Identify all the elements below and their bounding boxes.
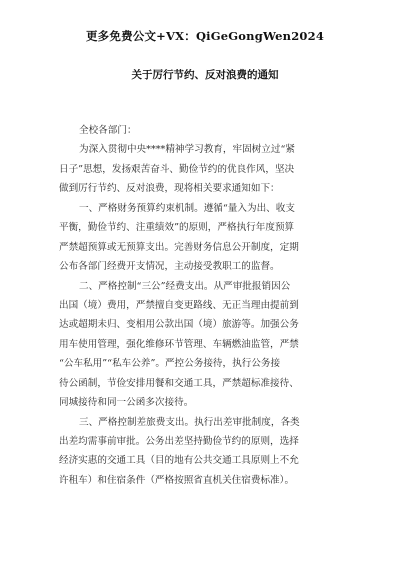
header-watermark-text: 更多免费公文+VX：QiGeGongWen2024 (85, 29, 325, 43)
paragraph-line: 严禁超预算或无预算支出。完善财务信息公开制度，定期 (59, 241, 299, 253)
paragraph-line: 三、严格控制差旅费支出。执行出差审批制度，各类 (79, 416, 300, 428)
paragraph-line: 做到厉行节约、反对浪费，现将相关要求通知如下： (59, 183, 280, 195)
paragraph-three-public (59, 277, 349, 413)
document-body (59, 121, 349, 490)
paragraph-line: 公布各部门经费开支情况，主动接受教职工的监督。 (59, 261, 280, 273)
document-title: 关于厉行节约、反对浪费的通知 (131, 69, 279, 81)
paragraph-line: 待公函制，节俭安排用餐和交通工具，严禁超标准接待、 (59, 377, 299, 389)
paragraph-travel (59, 413, 349, 491)
paragraph-line: 为深入贯彻中央****精神学习教育，牢固树立过“紧 (79, 144, 295, 156)
paragraph-line: “公车私用”“私车公养”。严控公务接待，执行公务接 (59, 358, 281, 370)
paragraph-line: 许租车）和住宿条件（严格按照省直机关住宿费标准）。 (59, 474, 295, 486)
paragraph-intro (59, 140, 349, 198)
paragraph-line: 出差均需事前审批。公务出差坚持勤俭节约的原则，选择 (59, 436, 299, 447)
paragraph-line: 二、严格控制“三公”经费支出。从严审批报销因公 (79, 280, 291, 292)
paragraph-line: 日子”思想，发扬艰苦奋斗、勤俭节约的优良作风，坚决 (59, 163, 295, 175)
paragraph-line: 出国（境）费用，严禁擅自变更路线、无正当理由提前到 (59, 299, 299, 311)
paragraph-line: 经济实惠的交通工具（目的地有公共交通工具原则上不允 (59, 455, 299, 467)
paragraph-line: 用车使用管理，强化维修环节管理、车辆燃油监管，严禁 (59, 338, 299, 350)
paragraph-line: 同城接待和同一公函多次接待。 (59, 397, 194, 409)
paragraph-budget (59, 199, 349, 277)
paragraph-line: 一、严格财务预算约束机制。遵循“量入为出、收支 (79, 202, 295, 214)
paragraph-line: 平衡，勤俭节约、注重绩效”的原则，严格执行年度预算 (59, 222, 295, 234)
salutation: 全校各部门： (79, 125, 137, 136)
paragraph-line: 达或超期未归、变相用公款出国（境）旅游等。加强公务 (59, 319, 299, 331)
